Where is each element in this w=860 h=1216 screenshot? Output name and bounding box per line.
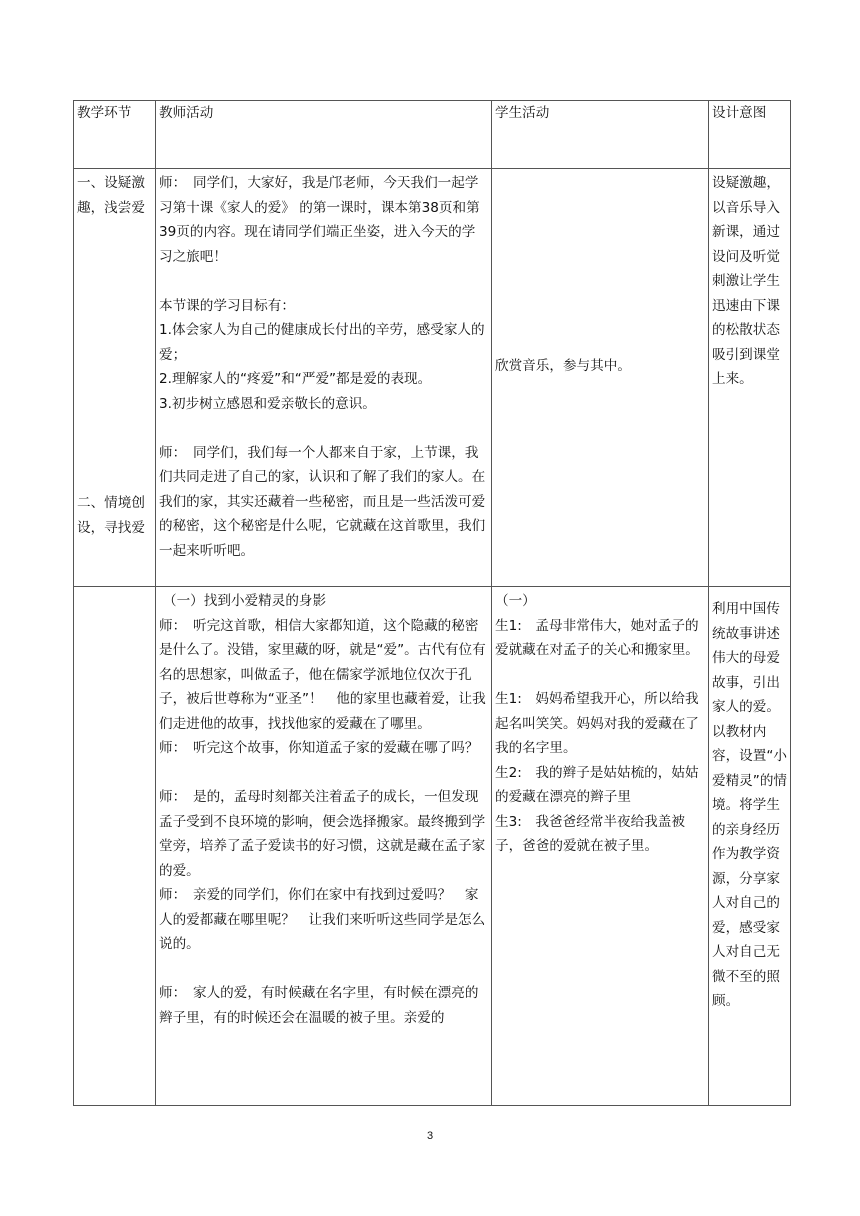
- teacher-paragraph: 师： 听完这个故事，你知道孟子家的爱藏在哪了吗？: [159, 740, 479, 756]
- blank-line: [159, 761, 488, 786]
- header-student-activity: 学生活动: [492, 101, 709, 169]
- stage-cell: [74, 495, 156, 1106]
- blank-line: [159, 957, 488, 982]
- student-paragraph: 生2: 我的辫子是姑姑梳的，姑姑的爱藏在漂亮的辫子里: [495, 764, 699, 805]
- student-paragraph: 生3: 我爸爸经常半夜给我盖被子，爸爸的爱就在被子里。: [495, 813, 685, 854]
- stage-label: 二、情境创设，寻找爱: [77, 495, 145, 536]
- table-row: [74, 587, 791, 1106]
- table-row: [74, 169, 791, 587]
- teacher-paragraph: 师： 家人的爱，有时候藏在名字里，有时候在漂亮的辫子里，有的时候还会在温暖的被子里。亲爱的: [159, 985, 479, 1026]
- design-intent-cell: [709, 169, 791, 587]
- teacher-paragraph: 3.初步树立感恩和爱亲敬长的意识。: [159, 395, 376, 412]
- header-design-intent: 设计意图: [709, 101, 791, 169]
- teacher-paragraph: 师： 是的，孟母时刻都关注着孟子的成长，一但发现孟子受到不良环境的影响，便会选择搬家。最终搬到学堂旁，培养了孟子爱读书的好习惯，这就是藏在孟子家的爱。: [159, 789, 486, 879]
- section-heading: （一）找到小爱精灵的身影: [163, 593, 327, 609]
- student-paragraph: 欣赏音乐，参与其中。: [495, 358, 631, 375]
- design-intent-text: 设疑激趣，以音乐导入新课，通过设问及听觉刺激让学生迅速由下课的松散状态吸引到课堂上来。: [712, 175, 780, 387]
- teacher-paragraph: 师： 同学们，大家好，我是邝老师，今天我们一起学习第十课《家人的爱》 的第一课时，课本第38页和第39页的内容。现在请同学们端正坐姿，进入今天的学习之旅吧！: [159, 175, 480, 265]
- teacher-activity-cell: [156, 169, 492, 587]
- header-teacher-activity: 教师活动: [156, 101, 492, 169]
- design-intent-text: 利用中国传统故事讲述伟大的母爱故事，引出家人的爱。以教材内容，设置“小爱精灵”的情境。将学生的亲身经历作为教学资源，分享家人对自己的爱，感受家人对自己无微不至的照顾。: [712, 601, 788, 1009]
- blank-line: [159, 416, 488, 441]
- student-activity-cell: [492, 169, 709, 587]
- page-number: 3: [426, 1130, 434, 1142]
- teacher-paragraph: 2.理解家人的“疼爱”和“严爱”都是爱的表现。: [159, 371, 432, 387]
- blank-line: [495, 663, 705, 688]
- stage-label: 一、设疑激趣，浅尝爱: [77, 175, 145, 216]
- teacher-paragraph: 本节课的学习目标有：: [159, 297, 295, 314]
- teacher-activity-cell: [156, 587, 492, 1106]
- student-paragraph: 生1: 孟母非常伟大，她对孟子的爱就藏在对孟子的关心和搬家里。: [495, 617, 699, 658]
- teacher-paragraph: 1.体会家人为自己的健康成长付出的辛劳，感受家人的爱；: [159, 322, 485, 363]
- lesson-plan-table: [73, 100, 791, 1106]
- teacher-paragraph: 师： 亲爱的同学们，你们在家中有找到过爱吗？ 家人的爱都藏在哪里呢？ 让我们来听听这些同学是怎么说的。: [159, 887, 486, 952]
- section-heading: （一）: [495, 593, 536, 609]
- blank-line: [159, 269, 488, 294]
- student-paragraph: 生1: 妈妈希望我开心，所以给我起名叫笑笑。妈妈对我的爱藏在了我的名字里。: [495, 691, 699, 756]
- student-activity-cell: [492, 587, 709, 1106]
- design-intent-cell: [709, 587, 791, 1106]
- table-header-row: [74, 101, 791, 169]
- teacher-paragraph: 师： 同学们，我们每一个人都来自于家，上节课，我们共同走进了自己的家，认识和了解了我们的家人。在我们的家，其实还藏着一些秘密，而且是一些活泼可爱的秘密，这个秘密是什么呢，它就藏在这首歌里，我们一起来听听吧。: [159, 444, 486, 559]
- teacher-paragraph: 师： 听完这首歌，相信大家都知道，这个隐藏的秘密是什么了。没错，家里藏的呀，就是“爱”。古代有位有名的思想家，叫做孟子，他在儒家学派地位仅次于孔子，被后世尊称为“亚圣”！ 他的家里也藏着爱，让我们走进他的故事，找找他家的爱藏在了哪里。: [159, 617, 486, 732]
- header-stage: 教学环节: [74, 101, 156, 169]
